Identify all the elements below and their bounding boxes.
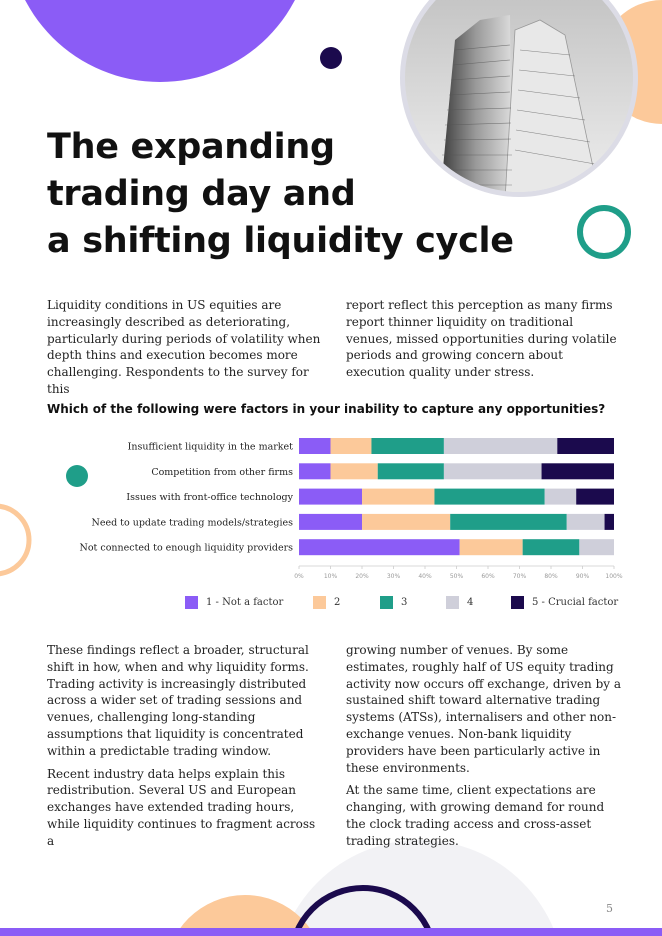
purple-circle-decoration [8, 0, 312, 82]
legend-item-5 [511, 596, 618, 609]
x-tick-label: 30% [386, 573, 401, 580]
teal-dot-decoration [66, 465, 88, 487]
navy-dot-decoration [320, 47, 342, 69]
legend-item-4 [446, 596, 473, 609]
x-tick-label: 40% [418, 573, 432, 580]
body-right-column [346, 642, 621, 856]
survey-question: Which of the following were factors in your inability to capture any opportunities? [47, 402, 606, 416]
x-tick-label: 90% [575, 573, 590, 580]
legend-swatch [185, 596, 198, 609]
x-tick-label: 70% [512, 573, 527, 580]
teal-ring-decoration [580, 208, 628, 256]
x-tick-label: 0% [294, 573, 304, 580]
chart-legend [0, 596, 662, 614]
intro-left-paragraph: Liquidity conditions in US equities are increasingly described as deteriorating, particularly during periods of volatility when depth thins and execution becomes more challenging. Respondents to the survey for this [47, 298, 321, 396]
body-right-paragraph-2: At the same time, client expectations are changing, with growing demand for round the clock trading access and cross-asset trading strategies. [346, 783, 605, 848]
peach-ring-decoration [0, 506, 29, 574]
body-right-paragraph-1: growing number of venues. By some estimates, roughly half of US equity trading activity now occurs off exchange, driven by a sustained shift toward alternative trading systems (ATSs), internalisers and other non-exchange venues. Non-bank liquidity providers have been particularly active in these environments. [346, 643, 621, 775]
x-tick-label: 20% [355, 573, 369, 580]
legend-item-2 [313, 596, 340, 609]
page-title [47, 124, 567, 265]
legend-item-1 [185, 596, 283, 609]
x-tick-label: 100% [605, 573, 623, 580]
legend-swatch [446, 596, 459, 609]
intro-right-paragraph: report reflect this perception as many firms report thinner liquidity on traditional venues, missed opportunities during volatile periods and growing concern about execution quality under stress. [346, 298, 617, 380]
body-left-paragraph-2: Recent industry data helps explain this redistribution. Several US and European exchanges have extended trading hours, while liquidity continues to fragment across a [47, 766, 316, 848]
purple-bottom-bar [0, 928, 662, 936]
category-label: Need to update trading models/strategies [91, 517, 293, 529]
title-line-3: a shifting liquidity cycle [47, 221, 514, 261]
intro-right-column [346, 297, 621, 387]
legend-swatch [511, 596, 524, 609]
category-label: Competition from other firms [151, 466, 293, 478]
legend-label: 3 [401, 597, 408, 608]
body-left-column [47, 642, 322, 856]
category-label: Insufficient liquidity in the market [127, 441, 293, 453]
x-tick-label: 50% [449, 573, 464, 580]
page-number: 5 [606, 902, 613, 915]
x-tick-label: 80% [544, 573, 558, 580]
legend-label: 1 - Not a factor [206, 597, 284, 608]
category-label: Not connected to enough liquidity providers [79, 542, 293, 554]
legend-label: 2 [334, 597, 341, 608]
body-left-paragraph-1: These findings reflect a broader, structural shift in how, when and why liquidity forms. Trading activity is increasingly distributed across a wider set of trading sessions and venues, challenging long-standing assumptions that liquidity is concentrated within a predictable trading window. [47, 643, 309, 758]
title-line-1: The expanding [47, 127, 335, 167]
legend-swatch [380, 596, 393, 609]
legend-label: 4 [467, 597, 474, 608]
title-line-2: trading day and [47, 174, 356, 214]
legend-item-3 [380, 596, 407, 609]
intro-left-column [47, 297, 322, 404]
legend-label: 5 - Crucial factor [532, 597, 619, 608]
category-label: Issues with front-office technology [126, 492, 293, 504]
x-tick-label: 60% [481, 573, 495, 580]
legend-swatch [313, 596, 326, 609]
x-tick-label: 10% [323, 573, 338, 580]
